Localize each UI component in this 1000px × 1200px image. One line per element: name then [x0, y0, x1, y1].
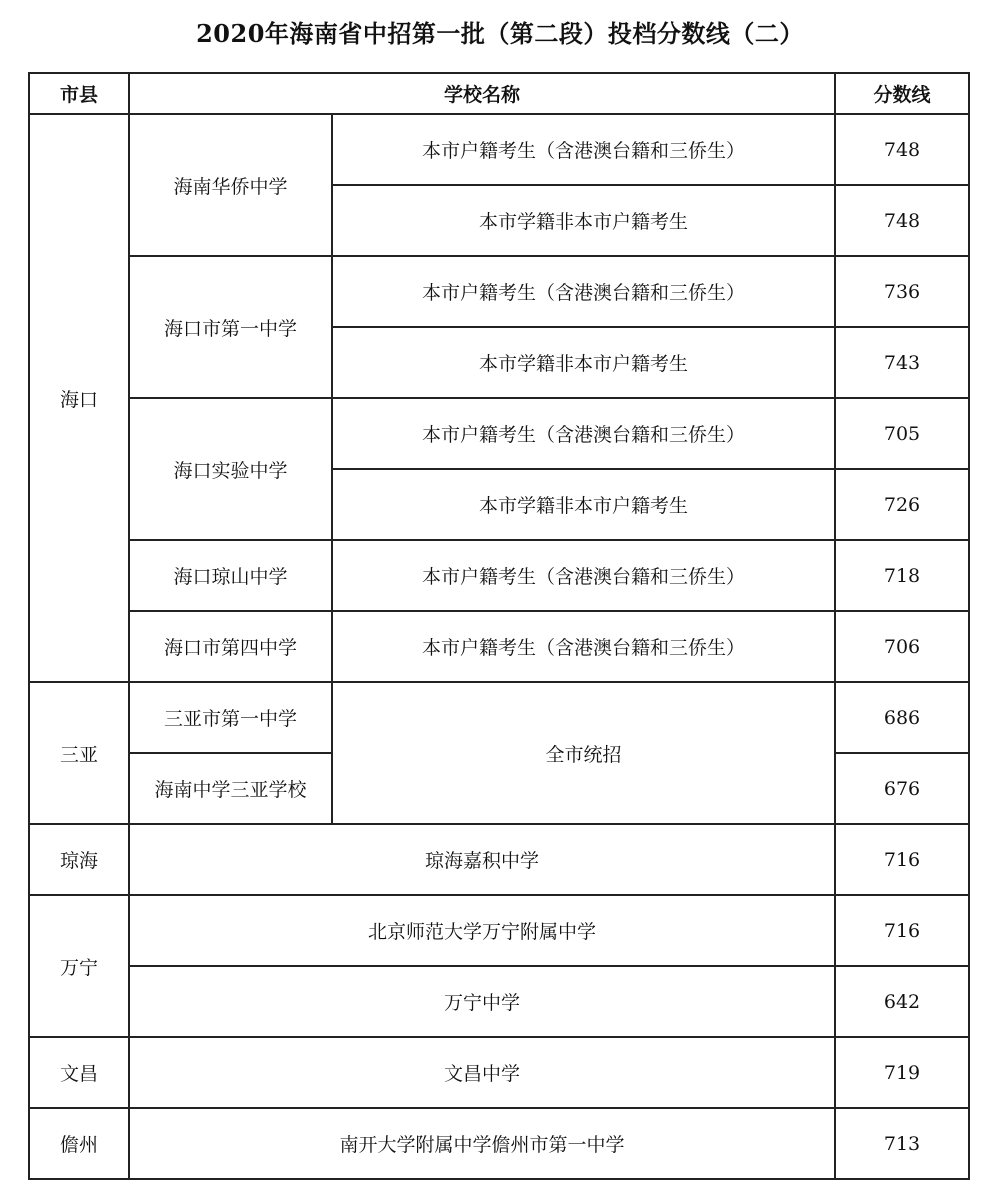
score-cell: 706 [835, 611, 969, 682]
school-cell: 南开大学附属中学儋州市第一中学 [129, 1108, 835, 1179]
header-school: 学校名称 [129, 73, 835, 114]
score-cell: 716 [835, 895, 969, 966]
school-cell: 海口琼山中学 [129, 540, 332, 611]
score-cell: 718 [835, 540, 969, 611]
table-row [29, 540, 969, 611]
city-cell: 三亚 [29, 682, 129, 824]
city-cell: 儋州 [29, 1108, 129, 1179]
school-cell: 海南华侨中学 [129, 114, 332, 256]
category-cell: 本市学籍非本市户籍考生 [332, 185, 835, 256]
category-cell: 本市户籍考生（含港澳台籍和三侨生） [332, 611, 835, 682]
school-cell: 万宁中学 [129, 966, 835, 1037]
score-cell: 726 [835, 469, 969, 540]
category-cell: 本市学籍非本市户籍考生 [332, 327, 835, 398]
score-cell: 705 [835, 398, 969, 469]
score-cell: 676 [835, 753, 969, 824]
header-row [29, 73, 969, 114]
table-row [29, 611, 969, 682]
category-cell: 本市户籍考生（含港澳台籍和三侨生） [332, 256, 835, 327]
score-cell: 713 [835, 1108, 969, 1179]
school-cell: 海南中学三亚学校 [129, 753, 332, 824]
score-cell: 716 [835, 824, 969, 895]
score-table [28, 72, 970, 1180]
city-cell: 万宁 [29, 895, 129, 1037]
category-cell: 本市户籍考生（含港澳台籍和三侨生） [332, 540, 835, 611]
score-cell: 642 [835, 966, 969, 1037]
score-cell: 748 [835, 185, 969, 256]
score-cell: 748 [835, 114, 969, 185]
table-row [29, 1108, 969, 1179]
school-cell: 海口实验中学 [129, 398, 332, 540]
city-cell: 文昌 [29, 1037, 129, 1108]
table-row [29, 895, 969, 966]
category-cell: 全市统招 [332, 682, 835, 824]
table-row [29, 1037, 969, 1108]
table-row [29, 824, 969, 895]
category-cell: 本市户籍考生（含港澳台籍和三侨生） [332, 114, 835, 185]
score-cell: 743 [835, 327, 969, 398]
score-cell: 686 [835, 682, 969, 753]
city-cell: 海口 [29, 114, 129, 682]
school-cell: 琼海嘉积中学 [129, 824, 835, 895]
school-cell: 文昌中学 [129, 1037, 835, 1108]
school-cell: 北京师范大学万宁附属中学 [129, 895, 835, 966]
header-city: 市县 [29, 73, 129, 114]
header-score: 分数线 [835, 73, 969, 114]
score-cell: 719 [835, 1037, 969, 1108]
table-row [29, 256, 969, 327]
score-cell: 736 [835, 256, 969, 327]
school-cell: 海口市第一中学 [129, 256, 332, 398]
table-row [29, 398, 969, 469]
page-title: 2020年海南省中招第一批（第二段）投档分数线（二） [196, 19, 804, 48]
table-row [29, 114, 969, 185]
table-row [29, 966, 969, 1037]
school-cell: 三亚市第一中学 [129, 682, 332, 753]
school-cell: 海口市第四中学 [129, 611, 332, 682]
city-cell: 琼海 [29, 824, 129, 895]
category-cell: 本市户籍考生（含港澳台籍和三侨生） [332, 398, 835, 469]
category-cell: 本市学籍非本市户籍考生 [332, 469, 835, 540]
table-row [29, 682, 969, 753]
